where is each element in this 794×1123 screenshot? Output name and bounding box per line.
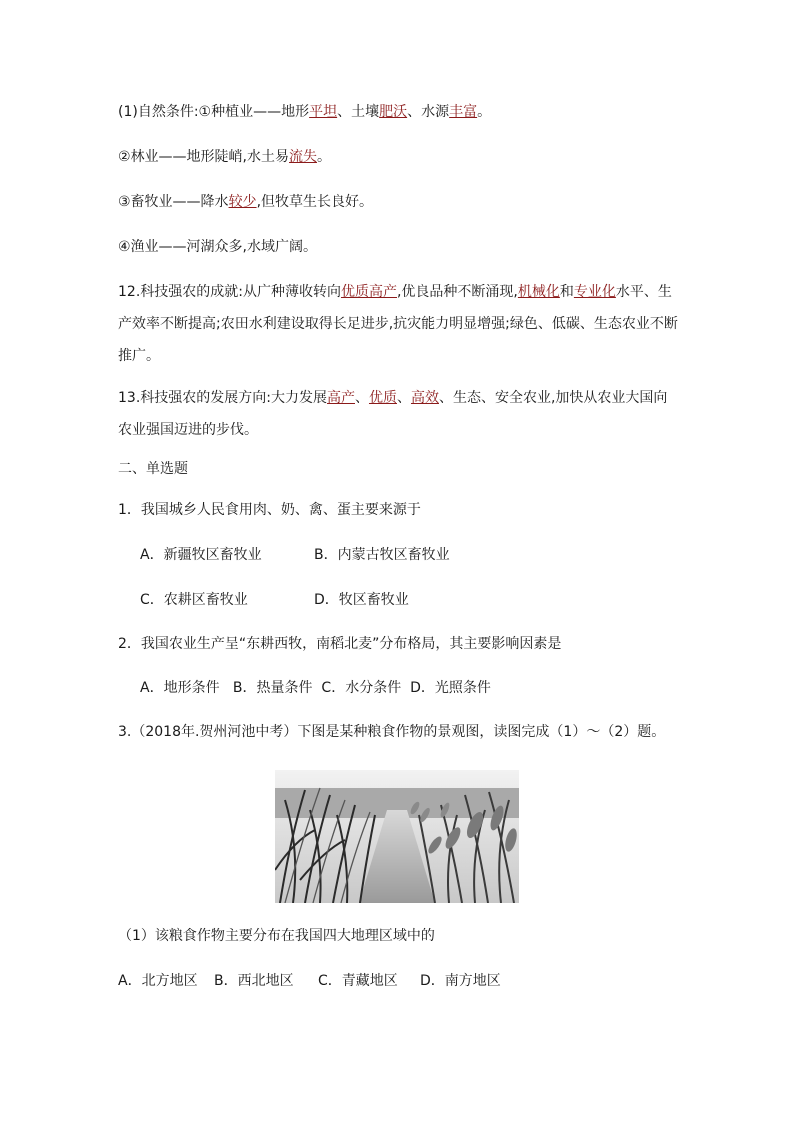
answer-highlight: 肥沃 — [379, 104, 408, 120]
text-segment: 、 — [354, 390, 369, 406]
text-segment: 、 — [396, 390, 411, 406]
natural-conditions-fishery — [118, 237, 317, 257]
point-12-achievements — [118, 276, 678, 372]
option-b[interactable]: B．内蒙古牧区畜牧业 — [314, 547, 450, 563]
text-segment: 。 — [317, 149, 332, 165]
question-1-options-row-2 — [140, 590, 409, 610]
answer-highlight: 平坦 — [309, 104, 338, 120]
question-1-stem: 1．我国城乡人民食用肉、奶、禽、蛋主要来源于 — [118, 502, 421, 518]
answer-highlight: 高效 — [410, 390, 439, 406]
question-3-stem: 3.（2018年.贺州河池中考）下图是某种粮食作物的景观图，读图完成（1）～（2）题。 — [118, 724, 666, 740]
text-segment: 和 — [559, 284, 574, 300]
text-segment: 、土壤 — [337, 104, 380, 120]
answer-highlight: 丰富 — [449, 104, 478, 120]
option-c[interactable]: C．农耕区畜牧业 — [140, 592, 248, 608]
natural-conditions-husbandry — [118, 192, 373, 212]
text-segment: ④渔业——河湖众多,水域广阔。 — [118, 239, 318, 255]
answer-highlight: 机械化 — [517, 284, 560, 300]
question-3-sub-1: （1）该粮食作物主要分布在我国四大地理区域中的 — [118, 928, 435, 944]
answer-highlight: 专业化 — [573, 284, 616, 300]
natural-conditions-forestry — [118, 147, 331, 167]
text-segment: 12.科技强农的成就:从广种薄收转向 — [118, 284, 341, 300]
answer-highlight: 优质 — [368, 390, 397, 406]
option-d[interactable]: D．南方地区 — [420, 973, 501, 989]
text-segment: 、生态、安全农业,加快从农业大国向农业强国迈进的步伐。 — [118, 390, 668, 438]
option-b[interactable]: B．西北地区 — [214, 973, 294, 989]
question-2-options[interactable]: A．地形条件 B．热量条件 C．水分条件 D．光照条件 — [140, 680, 491, 696]
section-heading: 二、单选题 — [118, 461, 188, 477]
answer-highlight: 高产 — [326, 390, 355, 406]
natural-conditions-planting — [118, 102, 491, 122]
text-segment: 。 — [477, 104, 492, 120]
answer-highlight: 流失 — [289, 149, 318, 165]
text-segment: (1)自然条件:①种植业——地形 — [118, 104, 310, 120]
point-13-direction — [118, 382, 678, 446]
rice-field-photo — [275, 770, 519, 903]
answer-highlight: 优质高产 — [340, 284, 397, 300]
question-2-stem: 2．我国农业生产呈“东耕西牧，南稻北麦”分布格局，其主要影响因素是 — [118, 636, 562, 652]
text-segment: ,优良品种不断涌现, — [396, 284, 518, 300]
question-3-options — [118, 971, 501, 991]
text-segment: ③畜牧业——降水 — [118, 194, 229, 210]
question-1-options-row-1 — [140, 545, 450, 565]
option-a[interactable]: A．北方地区 — [118, 973, 198, 989]
answer-highlight: 较少 — [228, 194, 257, 210]
option-a[interactable]: A．新疆牧区畜牧业 — [140, 547, 262, 563]
text-segment: ,但牧草生长良好。 — [256, 194, 374, 210]
text-segment: 水平、生产效率不断提高;农田水利建设取得长足进步,抗灾能力明显增强;绿色、低碳、生态农业不断推广。 — [118, 284, 678, 364]
text-segment: 、水源 — [407, 104, 450, 120]
option-d[interactable]: D．牧区畜牧业 — [314, 592, 409, 608]
text-segment: ②林业——地形陡峭,水土易 — [118, 149, 290, 165]
option-c[interactable]: C．青藏地区 — [318, 973, 398, 989]
text-segment: 13.科技强农的发展方向:大力发展 — [118, 390, 327, 406]
